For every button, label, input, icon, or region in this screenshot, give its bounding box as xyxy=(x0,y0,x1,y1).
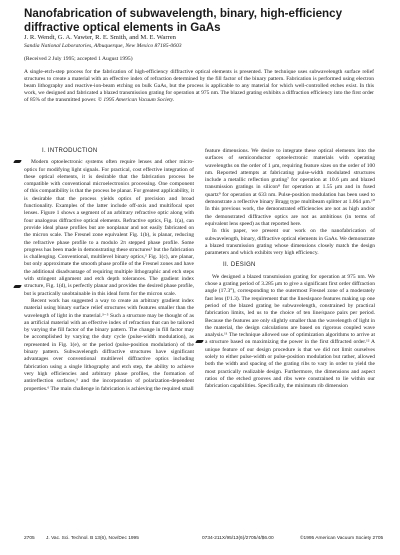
footer-copyright-text: ©1995 American Vacuum Society xyxy=(300,536,372,541)
abstract-text: A single-etch-step process for the fabrication of high-efficiency diffractive optical elements is presented. The technique uses subwavelength surface relief structures to create a material with an effective index of refraction determined by the fill factor of the binary pattern. Fabrication is performed using electron beam lithography and reactive-ion-beam etching on bulk GaAs, but the process is applicable to any material for which well-controlled etches exist. In this work, we designed and fabricated a blazed transmission grating for operation at 975 nm. The blazed grating exhibits a diffraction efficiency into the first order of 85% of the transmitted power. xyxy=(24,69,374,104)
paper-title: Nanofabrication of subwavelength, binary, high-efficiency diffractive optical elements in GaAs xyxy=(24,7,343,34)
author-list: J. R. Wendt, G. A. Vawter, R. E. Smith, and M. E. Warren xyxy=(24,34,176,41)
footer-article-code: 0734-211X/95/13(6)/2705/4/$6.00 xyxy=(202,536,274,541)
intro-paragraph-2: Recent work has suggested a way to create an arbitrary gradient index material using binary surface relief structures with features smaller than the wavelength of light in the material.³⁻⁵ Such a structure may be thought of as an artificial material with an effective index of refraction that can be tailored by varying the fill factor of the binary pattern. The change in fill factor may be accomplished by varying the duty cycle (pulse-width modulation), as represented in Fig. 1(e), or the period (pulse-position modulation) of the binary pattern. Subwavelength diffractive structures have significant advantages over conventional multilevel diffractive optics including fabrication using a single lithography and etch step, the ability to achieve very high efficiencies and arbitrary phase profiles, the formation of antireflection surfaces,³ and the incorporation of polarization-dependent properties.⁶ The main challenge in fabrication is achieving the required small xyxy=(24,297,194,392)
received-date: (Received 2 July 1995; accepted 1 August 1995) xyxy=(24,56,133,62)
footer-journal: J. Vac. Sci. Technol. B 13(6), Nov/Dec 1995 xyxy=(46,536,139,541)
margin-bar-mark xyxy=(195,340,204,343)
affiliation: Sandia National Laboratories, Albuquerque, New Mexico 87185-0603 xyxy=(24,43,182,49)
abstract xyxy=(24,69,374,104)
margin-bar-mark xyxy=(13,160,22,163)
left-column xyxy=(24,148,194,393)
intro-paragraph-1: Modern optoelectronic systems often require lenses and other micro-optics for modifying light signals. For practical, cost effective integration of these optical elements, it is desirable that the fabrication process be compatible with conventional microelectronics processing. One component of this compatibility is that the process be planar. For greatest applicability, it is desirable that the process yields optics of precision and broad functionality. Examples of the latter include off-axis and multifocal spot lenses. Figure 1 shows a segment of an arbitrary refractive optic along with four analogous diffractive optical elements. Refractive optics, Fig. 1(a), can provide ideal phase profiles but are nonplanar and not easily fabricated on the micron scale. The Fresnel zone equivalent Fig. 1(b), is planar, reducing the refractive phase profile to a modulo 2π stepped phase profile. Some progress has been made in demonstrating these structures¹ but the fabrication is challenging. Conventional, multilevel binary optics,² Fig. 1(c), are planar, but only approximate the smooth phase profile of the Fresnel zones and have the additional disadvantage of requiring multiple lithographic and etch steps with stringent alignment and etch depth tolerances. The gradient index structure, Fig. 1(d), is perfectly planar and provides the desired phase profile, but is practically unobtainable in this ideal form for the micron scale. xyxy=(24,159,194,297)
intro-paragraph-4: In this paper, we present our work on the nanofabrication of subwavelength, binary, diffractive optical elements in GaAs. We demonstrate a blazed transmission grating whose dimensions closely match the design parameters and which exhibits very high efficiency. xyxy=(205,228,375,257)
section-heading-introduction: I. INTRODUCTION xyxy=(42,148,98,154)
right-column xyxy=(205,148,375,391)
footer-page-number: 2705 xyxy=(24,536,35,541)
footer-page-number-right: 2705 xyxy=(372,536,384,541)
footer-copyright xyxy=(300,536,383,542)
design-paragraph-1: We designed a blazed transmission grating for operation at 975 nm. We chose a grating period of 3.285 μm to give a significant first order diffraction angle (17.3°), corresponding to the outermost Fresnel zone of a moderately fast lens (f/1.3). The requirement that the lineslspace features making up one period of the blazed grating be subwavelength, constrained by practical fabrication limits, led us to the choice of ten line/space pairs per period. Because the features are only slightly smaller than the wavelength of light in the material, the design calculations are based on rigorous coupled wave analysis.¹¹ The technique allowed use of optimization algorithms to arrive at a structure based on maximizing the power in the first diffracted order.¹² A unique feature of our design procedure is that we did not limit ourselves solely to either pulse-width or pulse-position modulation but rather, allowed both the width and spacing of the grating ribs to vary in order to yield the most practically realizable design. Furthermore, the dimensions and aspect ratios of the etched grooves and ribs were constrained to lie within our fabrication capabilities. Specifically, the minimum rib dimension xyxy=(205,273,375,390)
margin-bar-mark xyxy=(13,285,22,288)
section-heading-design: II. DESIGN xyxy=(223,262,256,269)
intro-paragraph-3: feature dimensions. We desire to integrate these optical elements into the surfaces of semiconductor optoelectronic materials with operating wavelengths on the order of 1 μm, requiring feature sizes on the order of 100 nm. Reported attempts at fabricating pulse-width modulated structures include a metallic reflection grating⁷ for operation at 10.6 μm and blazed transmission gratings in silicon⁸ for operation at 1.55 μm and in fused quartz⁹ for operation at 633 nm. Pulse-position modulation has been used to demonstrate a reflective binary Bragg type multibeam splitter at 1.064 μm.¹⁰ In this previous work, the demonstrated efficiencies are not as high and/or the demonstrated diffractive optics are not as ambitious (in terms of equivalent lens speed) as that reported here. xyxy=(205,148,375,227)
abstract-copyright: © 1995 American Vacuum Society. xyxy=(97,97,175,104)
